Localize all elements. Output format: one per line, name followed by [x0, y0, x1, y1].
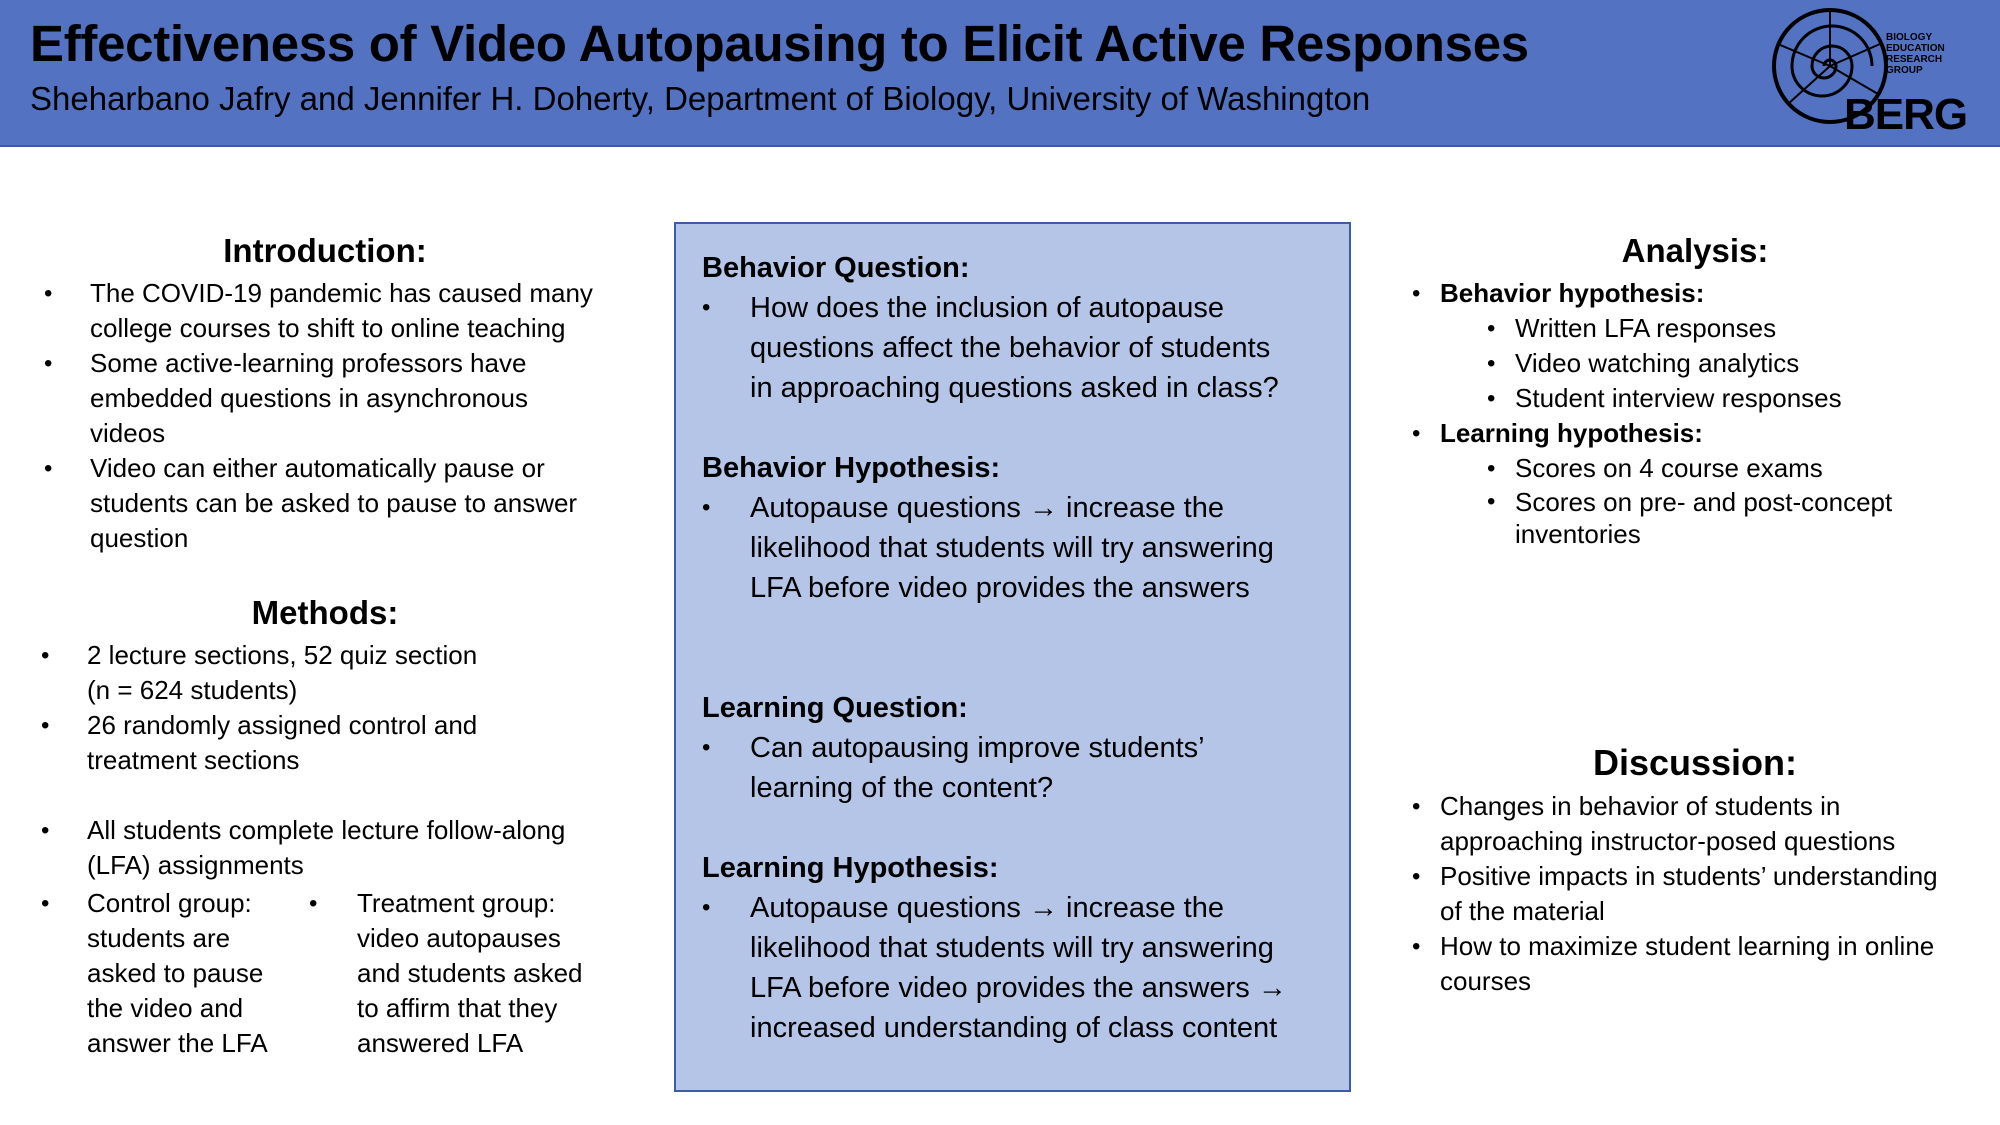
text-line: Positive impacts in students’ understanding	[1440, 861, 1938, 891]
text-line: treatment sections	[87, 745, 300, 775]
title-banner	[0, 0, 2000, 147]
bullet: •	[309, 890, 318, 917]
text-fragment: LFA before video provides the answers	[750, 972, 1250, 1004]
learning-question-heading: Learning Question:	[702, 692, 968, 724]
introduction-title: Introduction:	[223, 232, 427, 269]
methods-title: Methods:	[251, 594, 399, 631]
text-line: questions affect the behavior of students	[750, 332, 1271, 364]
right-arrow-icon: →	[1257, 972, 1287, 1004]
text-line: in approaching questions asked in class?	[750, 372, 1279, 404]
text-line: The COVID-19 pandemic has caused many	[90, 278, 593, 308]
learning-hypothesis-heading: Learning Hypothesis:	[702, 852, 999, 884]
text-line	[750, 488, 1340, 528]
list-item	[41, 638, 627, 708]
text-line: and students asked	[357, 958, 583, 988]
text-line: Changes in behavior of students in	[1440, 791, 1841, 821]
text-line: learning of the content?	[750, 772, 1054, 804]
text-line: college courses to shift to online teaching	[90, 313, 566, 343]
questions-hypotheses-box	[674, 222, 1351, 1092]
text-line: LFA before video provides the answers	[750, 572, 1250, 604]
list-item	[1487, 451, 1985, 486]
bullet: •	[44, 280, 53, 307]
text-line: How does the inclusion of autopause	[750, 292, 1224, 324]
text-fragment: Autopause questions	[750, 492, 1021, 524]
bullet: •	[1412, 863, 1421, 890]
list-item	[1412, 859, 1990, 929]
logo-line: RESEARCH	[1886, 54, 1943, 65]
text-line: Control group:	[87, 888, 252, 918]
list-item	[1487, 381, 1985, 416]
logo-group-name	[1886, 32, 1945, 76]
behavior-hypothesis-heading: Behavior Hypothesis:	[702, 452, 1001, 484]
text-line: of the material	[1440, 896, 1605, 926]
list-item	[1412, 276, 1980, 311]
text-line: asked to pause	[87, 958, 264, 988]
learning-hypothesis-list	[702, 888, 1340, 1048]
bullet: •	[1487, 455, 1496, 482]
bullet: •	[41, 642, 50, 669]
behavior-hypothesis-label: Behavior hypothesis:	[1440, 278, 1705, 308]
list-item	[702, 288, 1340, 408]
text-fragment: Autopause questions	[750, 892, 1021, 924]
discussion-title: Discussion:	[1592, 742, 1798, 783]
list-item	[1412, 789, 1990, 859]
list-item	[702, 488, 1340, 608]
bullet: •	[702, 294, 711, 321]
analysis-title: Analysis:	[1621, 232, 1769, 269]
analysis-list	[1412, 276, 1980, 311]
text-line: video autopauses	[357, 923, 561, 953]
logo-acronym: BERG	[1844, 90, 1968, 139]
list-item	[309, 886, 617, 1061]
poster-authors: Sheharbano Jafry and Jennifer H. Doherty, Department of Biology, University of Washington	[30, 80, 1371, 117]
bullet: •	[1412, 933, 1421, 960]
list-item	[702, 728, 1340, 808]
learning-hypothesis-label: Learning hypothesis:	[1440, 418, 1703, 448]
text-line: 26 randomly assigned control and	[87, 710, 478, 740]
behavior-measures-list	[1487, 311, 1985, 416]
text-line: Can autopausing improve students’	[750, 732, 1205, 764]
bullet: •	[1412, 280, 1421, 307]
behavior-question-heading: Behavior Question:	[702, 252, 970, 284]
discussion-list	[1412, 789, 1990, 999]
list-item	[41, 886, 307, 1061]
learning-question-list	[702, 728, 1340, 808]
bullet: •	[1487, 350, 1496, 377]
methods-section	[30, 594, 620, 632]
bullet: •	[702, 734, 711, 761]
text-line: likelihood that students will try answering	[750, 532, 1274, 564]
analysis-list-2	[1412, 416, 1980, 451]
list-item	[1412, 929, 1990, 999]
list-item	[1487, 311, 1985, 346]
list-item	[1487, 486, 1985, 550]
bullet: •	[41, 817, 50, 844]
list-item	[44, 276, 630, 346]
text-line: the video and	[87, 993, 244, 1023]
text-line: courses	[1440, 966, 1532, 996]
methods-list	[41, 638, 627, 883]
text-line: answer the LFA	[87, 1028, 268, 1058]
text-line: 2 lecture sections, 52 quiz section	[87, 640, 478, 670]
text-line: Scores on pre- and post-concept	[1515, 487, 1893, 517]
behavior-question-list	[702, 288, 1340, 408]
discussion-section	[1400, 742, 1990, 784]
text-line: Scores on 4 course exams	[1515, 453, 1823, 483]
list-item	[41, 813, 627, 883]
bullet: •	[1487, 385, 1496, 412]
list-item	[44, 451, 630, 556]
text-line: increased understanding of class content	[750, 1012, 1278, 1044]
introduction-section	[30, 232, 620, 270]
text-line: likelihood that students will try answering	[750, 932, 1274, 964]
bullet: •	[44, 455, 53, 482]
text-line: to affirm that they	[357, 993, 558, 1023]
text-line: Some active-learning professors have	[90, 348, 527, 378]
treatment-group-list	[309, 886, 617, 1061]
text-line: (LFA) assignments	[87, 850, 304, 880]
text-line: videos	[90, 418, 166, 448]
text-line: students can be asked to pause to answer	[90, 488, 578, 518]
bullet: •	[41, 890, 50, 917]
text-line: inventories	[1515, 519, 1641, 549]
list-item	[44, 346, 630, 451]
bullet: •	[1412, 420, 1421, 447]
introduction-list	[44, 276, 630, 556]
text-line: Video can either automatically pause or	[90, 453, 545, 483]
text-line: question	[90, 523, 189, 553]
list-item	[702, 888, 1340, 1048]
analysis-section	[1400, 232, 1990, 270]
text-fragment: increase the	[1066, 492, 1224, 524]
right-arrow-icon: →	[1028, 892, 1058, 924]
bullet: •	[1487, 488, 1496, 515]
learning-measures-list	[1487, 451, 1985, 550]
text-fragment: increase the	[1066, 892, 1224, 924]
poster-title: Effectiveness of Video Autopausing to Elicit Active Responses	[30, 15, 1529, 72]
logo-line: BIOLOGY	[1886, 32, 1933, 43]
right-arrow-icon: →	[1028, 492, 1058, 524]
logo-line: EDUCATION	[1886, 43, 1945, 54]
text-line: (n = 624 students)	[87, 675, 298, 705]
text-line	[750, 888, 1340, 928]
text-line: approaching instructor-posed questions	[1440, 826, 1896, 856]
bullet: •	[702, 494, 711, 521]
behavior-hypothesis-list	[702, 488, 1340, 608]
bullet: •	[44, 350, 53, 377]
list-item	[1487, 346, 1985, 381]
text-line: Written LFA responses	[1515, 313, 1777, 343]
logo-line: GROUP	[1886, 65, 1923, 76]
list-item	[1412, 416, 1980, 451]
text-line: How to maximize student learning in online	[1440, 931, 1935, 961]
text-line: embedded questions in asynchronous	[90, 383, 528, 413]
control-group-list	[41, 886, 307, 1061]
berg-logo	[1768, 4, 1968, 142]
text-line: students are	[87, 923, 231, 953]
text-line	[750, 968, 1340, 1008]
bullet: •	[702, 894, 711, 921]
text-line: Treatment group:	[357, 888, 556, 918]
bullet: •	[1487, 315, 1496, 342]
text-line: answered LFA	[357, 1028, 524, 1058]
bullet: •	[1412, 793, 1421, 820]
list-item	[41, 708, 627, 778]
text-line: All students complete lecture follow-along	[87, 815, 566, 845]
text-line: Student interview responses	[1515, 383, 1842, 413]
text-line: Video watching analytics	[1515, 348, 1800, 378]
bullet: •	[41, 712, 50, 739]
